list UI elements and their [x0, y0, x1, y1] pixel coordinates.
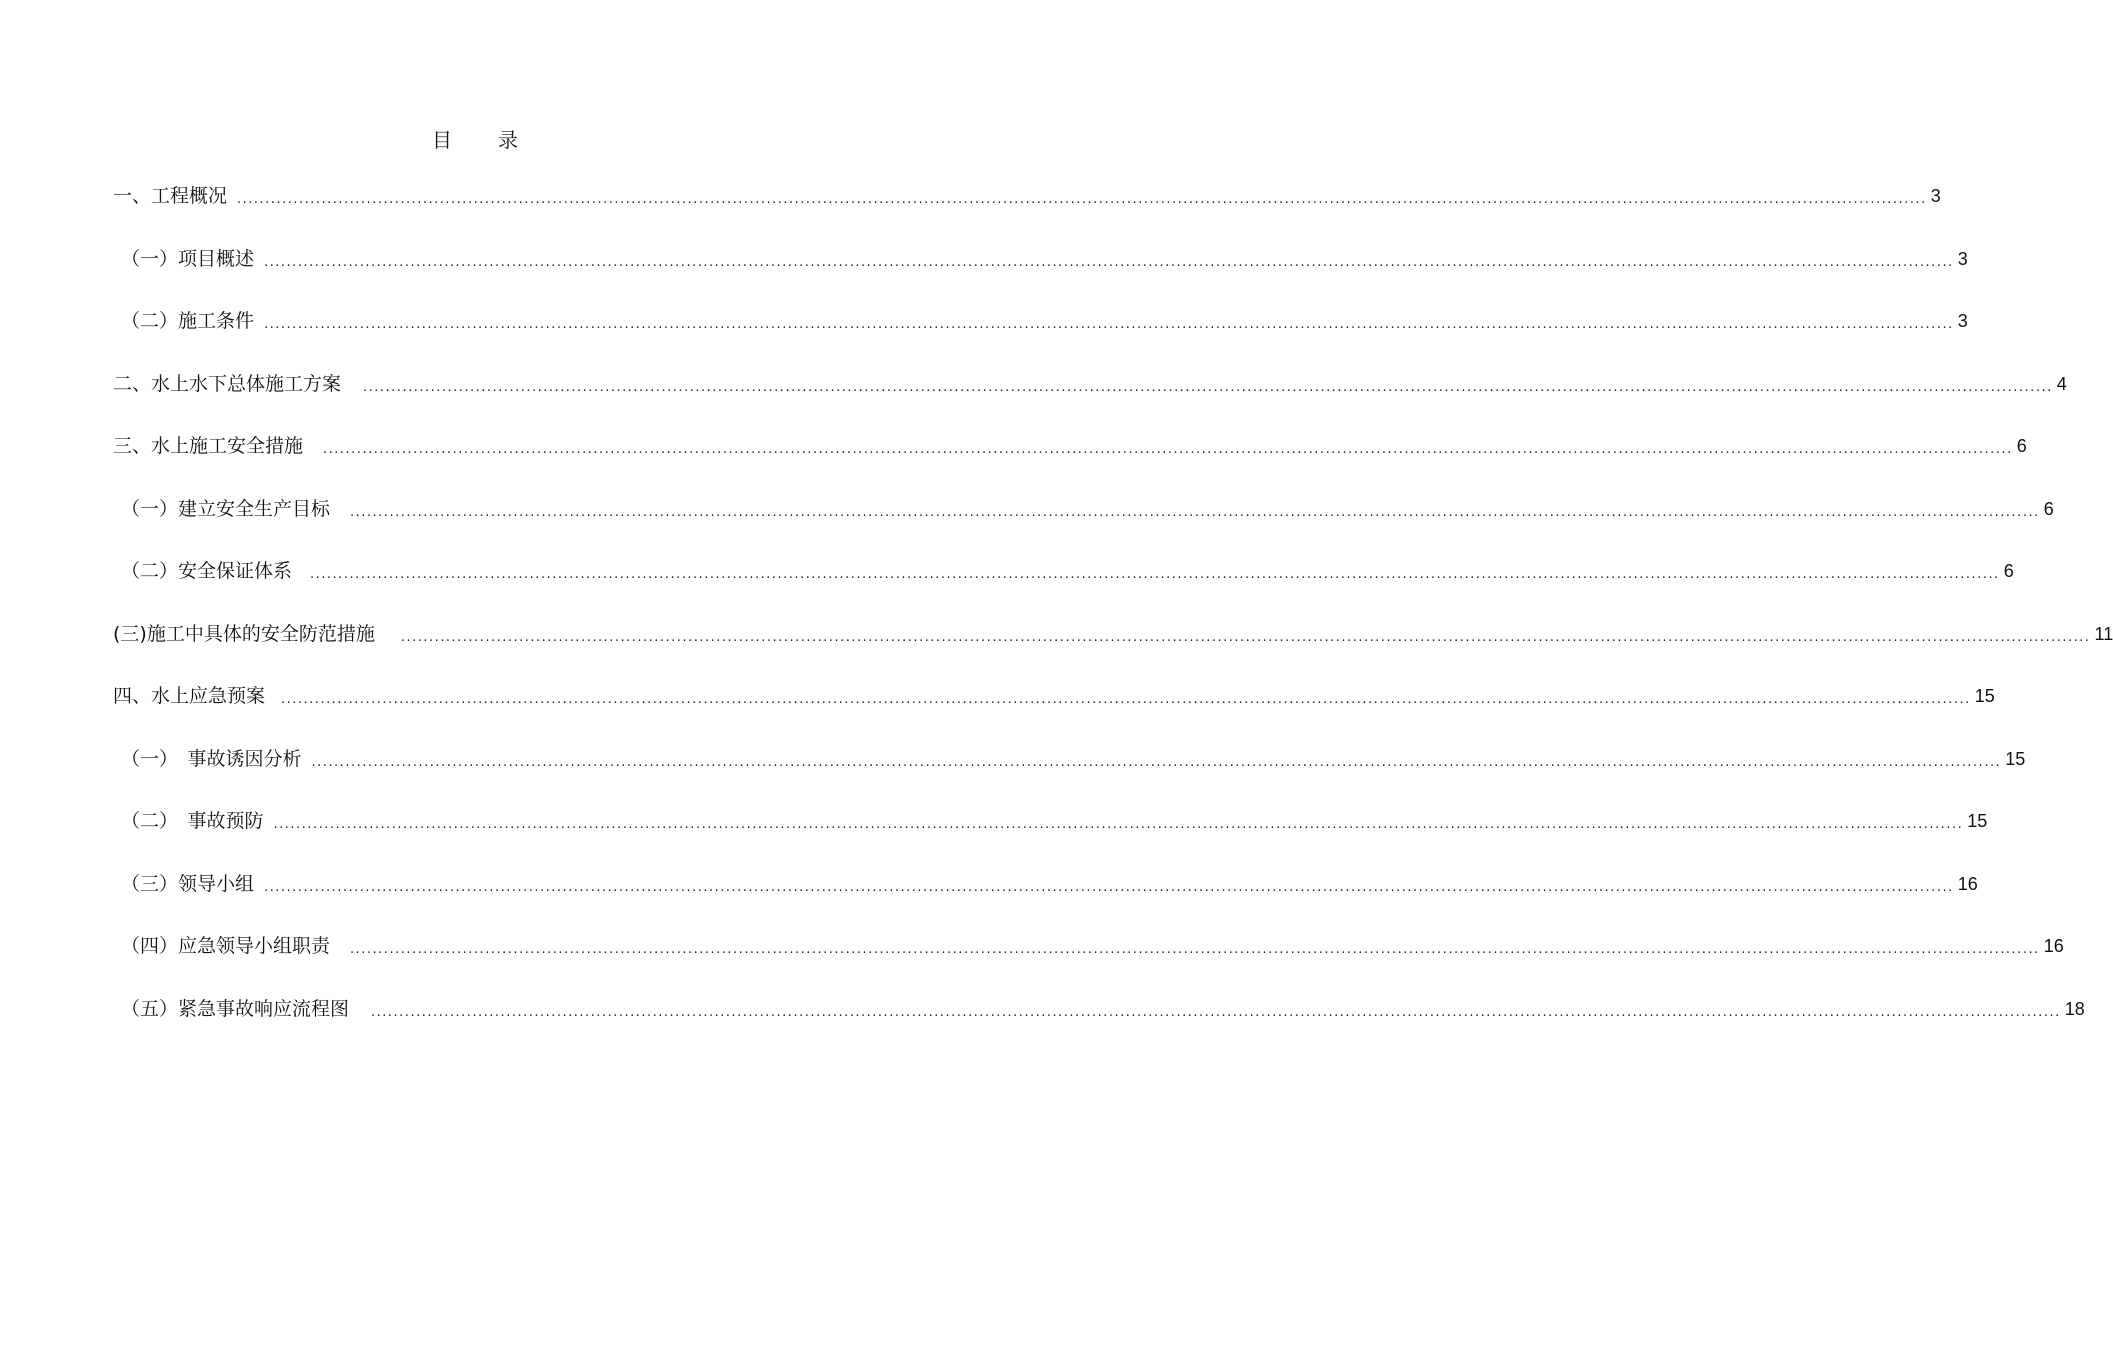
toc-entry-text: (三)施工中具体的安全防范措施	[113, 623, 375, 645]
toc-page-number: 16	[1957, 874, 1978, 894]
toc-entry[interactable]	[121, 995, 2085, 1023]
toc-dot-leader: ............................................................................................................................................................................................................................................................................................................	[310, 567, 2000, 582]
toc-page-number: 6	[2003, 561, 2014, 581]
toc-entry[interactable]	[113, 182, 1941, 210]
toc-entry-text: （四）应急领导小组职责	[121, 935, 331, 957]
toc-entry[interactable]	[121, 807, 1988, 835]
toc-page-number: 15	[1967, 811, 1988, 831]
toc-dot-leader: ............................................................................................................................................................................................................................................................................................................	[264, 255, 1954, 270]
toc-entry[interactable]	[113, 620, 2113, 648]
toc-page-number: 6	[2043, 499, 2054, 519]
toc-entry-text: 一、工程概况	[113, 185, 228, 207]
toc-dot-leader: ............................................................................................................................................................................................................................................................................................................	[237, 192, 1927, 207]
toc-entry-text: （二） 事故预防	[121, 810, 264, 832]
toc-entry[interactable]	[121, 557, 2014, 585]
toc-page-number: 3	[1930, 186, 1941, 206]
toc-entry-text: 四、水上应急预案	[113, 685, 266, 707]
toc-dot-leader: ............................................................................................................................................................................................................................................................................................................	[363, 380, 2053, 395]
toc-page-number: 4	[2056, 374, 2067, 394]
toc-dot-leader: ............................................................................................................................................................................................................................................................................................................	[264, 317, 1954, 332]
toc-dot-leader: ............................................................................................................................................................................................................................................................................................................	[264, 880, 1954, 895]
toc-page-number: 6	[2016, 436, 2027, 456]
toc-entry-text: （二）安全保证体系	[121, 560, 293, 582]
toc-entry-text: （一） 事故诱因分析	[121, 748, 302, 770]
toc-entry-text: 三、水上施工安全措施	[113, 435, 304, 457]
toc-page-number: 3	[1957, 311, 1968, 331]
toc-title	[0, 126, 950, 154]
toc-entry-text: （二）施工条件	[121, 310, 255, 332]
toc-entry-text: （一）建立安全生产目标	[121, 498, 331, 520]
toc-entry-text: （三）领导小组	[121, 873, 255, 895]
toc-entry[interactable]	[113, 682, 1995, 710]
toc-entry[interactable]	[113, 432, 2027, 460]
toc-dot-leader: ............................................................................................................................................................................................................................................................................................................	[281, 692, 1971, 707]
toc-entry[interactable]	[121, 495, 2054, 523]
toc-entry[interactable]	[121, 307, 1968, 335]
toc-title-char-1: 目	[432, 128, 452, 152]
toc-entry-text: 二、水上水下总体施工方案	[113, 373, 342, 395]
toc-entry[interactable]	[113, 370, 2067, 398]
toc-dot-leader: ............................................................................................................................................................................................................................................................................................................	[350, 942, 2040, 957]
toc-page-number: 3	[1957, 249, 1968, 269]
toc-entry[interactable]	[121, 245, 1968, 273]
toc-page-number: 18	[2064, 999, 2085, 1019]
toc-entry[interactable]	[121, 745, 2026, 773]
toc-page-number: 16	[2043, 936, 2064, 956]
toc-dot-leader: ............................................................................................................................................................................................................................................................................................................	[371, 1005, 2061, 1020]
toc-entry[interactable]	[121, 870, 1978, 898]
toc-dot-leader: ............................................................................................................................................................................................................................................................................................................	[273, 817, 1964, 832]
toc-title-char-2: 录	[498, 128, 518, 152]
toc-page-number: 15	[1974, 686, 1995, 706]
toc-entry-text: （五）紧急事故响应流程图	[121, 998, 350, 1020]
toc-dot-leader: ............................................................................................................................................................................................................................................................................................................	[311, 755, 2002, 770]
toc-dot-leader: ............................................................................................................................................................................................................................................................................................................	[323, 442, 2013, 457]
toc-page-number: 15	[2005, 749, 2026, 769]
toc-page-number: 11	[2094, 624, 2113, 644]
toc-dot-leader: ............................................................................................................................................................................................................................................................................................................	[400, 630, 2091, 645]
toc-entry-text: （一）项目概述	[121, 248, 255, 270]
toc-entry[interactable]	[121, 932, 2064, 960]
toc-dot-leader: ............................................................................................................................................................................................................................................................................................................	[350, 505, 2040, 520]
